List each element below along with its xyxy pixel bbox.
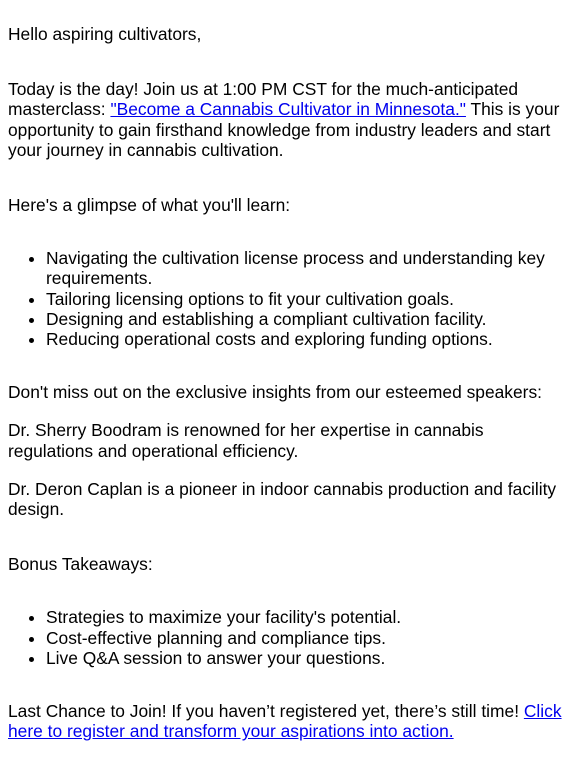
speaker-bio-boodram: Dr. Sherry Boodram is renowned for her expertise in cannabis regulations and operational efficiency. (8, 420, 484, 461)
speakers-intro: Don't miss out on the exclusive insights from our esteemed speakers: (8, 382, 542, 403)
bonus-list (8, 607, 572, 668)
greeting-text: Hello aspiring cultivators, (8, 24, 202, 44)
closing-text-before-link: Last Chance to Join! If you haven’t registered yet, there’s still time! (8, 701, 524, 722)
learn-list-item: • Designing and establishing a compliant cultivation facility. (46, 309, 572, 329)
learn-list (8, 248, 572, 349)
learn-list-item: • Tailoring licensing options to fit your cultivation goals. (46, 289, 572, 309)
closing-paragraph (8, 701, 572, 741)
intro-text-after-link: This is your opportunity to gain firsthand knowledge from industry leaders and start your journey in cannabis cultivation. (8, 99, 560, 160)
bonus-list-item: • Cost-effective planning and compliance tips. (46, 628, 572, 648)
speaker-bio-caplan: Dr. Deron Caplan is a pioneer in indoor cannabis production and facility design. (8, 478, 557, 520)
bonus-list-item: • Strategies to maximize your facility's potential. (46, 607, 572, 627)
bonus-heading: Bonus Takeaways: (8, 554, 153, 575)
learn-list-item: • Reducing operational costs and exploring funding options. (46, 329, 572, 349)
learn-list-item: • Navigating the cultivation license process and understanding key requirements. (46, 248, 572, 288)
intro-paragraph (8, 79, 572, 160)
learn-heading: Here's a glimpse of what you'll learn: (8, 195, 291, 216)
register-link[interactable]: Click here to register and transform your aspirations into action. (8, 701, 562, 742)
bonus-list-item: • Live Q&A session to answer your questions. (46, 648, 572, 668)
intro-text-before-link: Today is the day! Join us at 1:00 PM CST for the much-anticipated masterclass: (8, 79, 519, 120)
masterclass-link[interactable]: "Become a Cannabis Cultivator in Minnesota." (110, 99, 466, 120)
